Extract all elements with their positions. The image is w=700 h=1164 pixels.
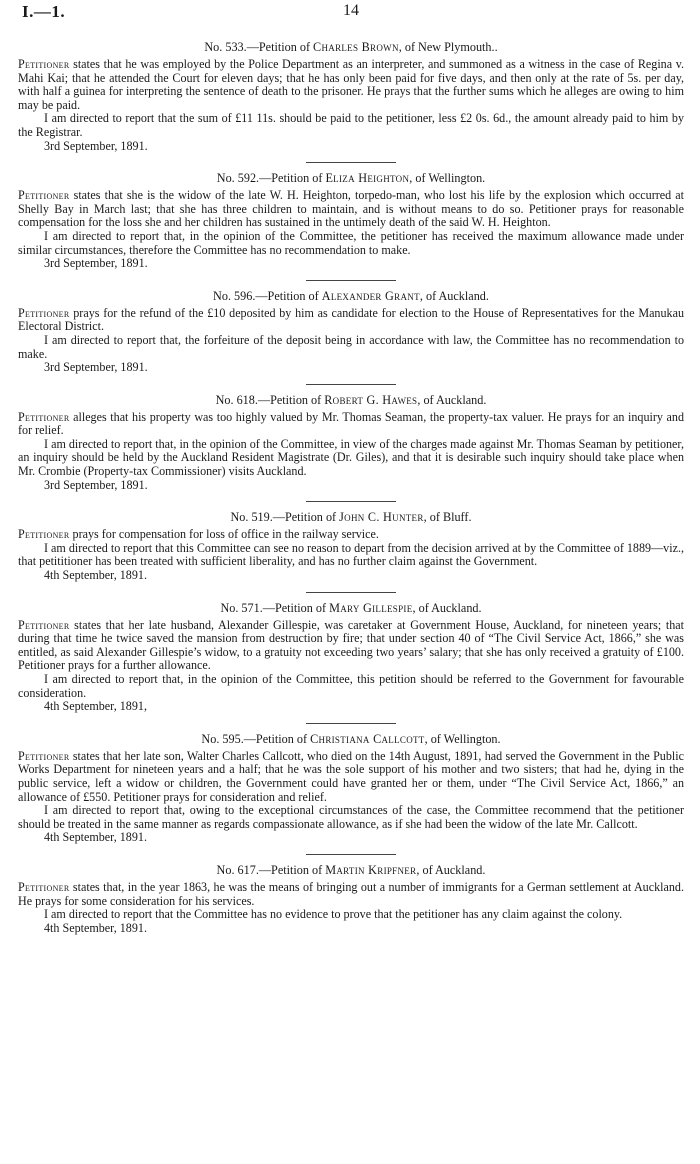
title-suffix: , of Auckland.	[412, 600, 482, 615]
statement-lead: Petitioner	[18, 305, 70, 320]
title-prefix: No. 592.—Petition of	[216, 171, 326, 186]
petition-title	[18, 510, 684, 525]
separator-rule	[306, 280, 396, 281]
title-suffix: , of Wellington.	[409, 171, 486, 186]
petition-519	[18, 510, 684, 592]
statement-text: alleges that his property was too highly valued by Mr. Thomas Seaman, the property-tax valuer. He prays for an inquiry and for relief.	[18, 409, 684, 438]
statement-lead: Petitioner	[18, 527, 70, 542]
page-header	[18, 0, 684, 40]
committee-report: I am directed to report that, in the opinion of the Committee, the petitioner has received the maximum allowance made under similar circumstances, therefore the Committee has no recommendation to make.	[18, 228, 684, 257]
committee-report: I am directed to report that, owing to the exceptional circumstances of the case, the Committee recommend that the petitioner should be treated in the same manner as regards compassionate allowance, as if she had been the widow of the late Mr. Callcott.	[18, 803, 684, 831]
committee-report: I am directed to report that, in the opinion of the Committee, this petition should be referred to the Government for favourable consideration.	[18, 672, 684, 700]
petition-list	[18, 40, 684, 935]
separator-rule	[306, 723, 396, 724]
petition-617	[18, 863, 684, 935]
separator-rule	[306, 854, 396, 855]
title-prefix: No. 596.—Petition of	[213, 288, 322, 303]
petition-title	[18, 601, 684, 616]
title-prefix: No. 595.—Petition of	[201, 731, 311, 746]
committee-report: I am directed to report that the sum of £11 11s. should be paid to the petitioner, less £2 0s. 6d., the amount already paid to him by the Registrar.	[18, 111, 684, 139]
petition-statement	[18, 528, 684, 542]
committee-report: I am directed to report that, in the opinion of the Committee, in view of the charges made against Mr. Thomas Seaman by petitioner, an inquiry should be held by the Auckland Resident Magistrate (Dr. Giles), and that it is desirable such inquiry should take place when Mr. Crombie (Property-tax Commissioner) visits Auckland.	[18, 436, 684, 479]
petition-statement	[18, 750, 684, 804]
report-date: 4th September, 1891.	[44, 920, 147, 935]
statement-text: states that her late son, Walter Charles Callcott, who died on the 14th August, 1891, had served the Government in the Public Works Department for nineteen years and a half; that he was the sole support of his mother and two sisters; that had he, dying in the public service, left a widow or children, the Government could have granted her or them, under “The Civil Service Act, 1866,” an allowance of £550. Petitioner prays for consideration and relief.	[18, 748, 684, 804]
petition-571	[18, 601, 684, 724]
petition-title	[18, 171, 684, 186]
petitioner-name: Charles Brown	[313, 40, 399, 54]
separator-rule	[306, 501, 396, 502]
report-date: 4th September, 1891.	[44, 568, 147, 583]
report-date: 4th September, 1891,	[44, 699, 147, 714]
petitioner-name: John C. Hunter	[339, 510, 424, 525]
petitioner-name: Robert G. Hawes	[324, 392, 418, 407]
title-prefix: No. 533.—Petition of	[204, 40, 314, 54]
separator-rule	[306, 592, 396, 593]
petition-title	[18, 863, 684, 878]
petitioner-name: Eliza Heighton	[325, 171, 410, 186]
statement-text: states that she is the widow of the late W. H. Heighton, torpedo-man, who lost his life by the explosion which occurred at Shelly Bay in March last; that she has three children to maintain, and is without means to do so. Petitioner prays for reasonable compensation for the loss she and her children has sustained in the untimely death of the said W. H. Heighton.	[18, 188, 684, 230]
title-suffix: , of Wellington.	[424, 731, 501, 746]
report-date: 4th September, 1891.	[44, 830, 147, 845]
petition-596	[18, 289, 684, 385]
petition-title	[18, 393, 684, 408]
statement-lead: Petitioner	[18, 57, 70, 71]
petition-statement	[18, 881, 684, 908]
title-prefix: No. 617.—Petition of	[216, 862, 326, 877]
petition-title	[18, 40, 684, 55]
petition-618	[18, 393, 684, 503]
report-date: 3rd September, 1891.	[44, 138, 148, 153]
committee-report: I am directed to report that the Committee has no evidence to prove that the petitioner has any claim against the colony.	[44, 907, 623, 922]
statement-lead: Petitioner	[18, 879, 70, 894]
petition-statement	[18, 307, 684, 334]
title-prefix: No. 571.—Petition of	[220, 600, 330, 615]
petitioner-name: Martin Kripfner	[325, 862, 417, 877]
title-prefix: No. 519.—Petition of	[230, 510, 340, 525]
separator-rule	[306, 384, 396, 385]
document-code: I.—1.	[22, 2, 66, 21]
petition-title	[18, 732, 684, 747]
petition-statement	[18, 58, 684, 112]
title-suffix: , of Auckland.	[416, 862, 486, 877]
title-suffix: , of Auckland.	[419, 288, 489, 303]
petition-title	[18, 289, 684, 304]
committee-report: I am directed to report that, the forfeiture of the deposit being in accordance with law, the Committee has no recommendation to make.	[18, 332, 684, 361]
statement-text: states that her late husband, Alexander Gillespie, was caretaker at Government House, Auckland, for nineteen years; that during that time he twice saved the mansion from destruction by fire; that under section 40 of “The Civil Service Act, 1866,” she was entitled, as said Alexander Gillespie’s widow, to a gratuity not exceeding two years’ salary; that she has only received a gratuity of £100. Petitioner prays for a further allowance.	[18, 617, 684, 673]
report-date: 3rd September, 1891.	[44, 256, 148, 271]
statement-lead: Petitioner	[18, 748, 70, 763]
petitioner-name: Christiana Callcott	[310, 731, 425, 746]
separator-rule	[306, 162, 396, 163]
report-date: 3rd September, 1891.	[44, 360, 148, 375]
title-prefix: No. 618.—Petition of	[215, 392, 325, 407]
petition-592	[18, 171, 684, 281]
petition-statement	[18, 619, 684, 673]
statement-lead: Petitioner	[18, 188, 70, 203]
page-number: 14	[343, 2, 359, 19]
report-date: 3rd September, 1891.	[44, 477, 148, 492]
statement-text: prays for compensation for loss of office in the railway service.	[69, 527, 379, 542]
statement-text: prays for the refund of the £10 deposited by him as candidate for election to the House of Representatives for the Manukau Electoral District.	[18, 305, 684, 334]
petition-533	[18, 40, 684, 163]
petitioner-name: Mary Gillespie	[329, 600, 413, 615]
title-suffix: , of New Plymouth..	[398, 40, 498, 54]
title-suffix: , of Auckland.	[417, 392, 487, 407]
title-suffix: , of Bluff.	[423, 510, 472, 525]
petition-statement	[18, 189, 684, 230]
statement-text: states that he was employed by the Police Department as an interpreter, and summoned as a witness in the case of Regina v. Mahi Kai; that he attended the Court for eleven days; that he has only been paid for five days, and then only at the rate of 5s. per day, with half a guinea for interpreting the sentence of death to the prisoner. He prays that the further sums which he alleges are owing to him may be paid.	[18, 57, 684, 112]
statement-lead: Petitioner	[18, 409, 70, 424]
committee-report: I am directed to report that this Committee can see no reason to depart from the decision arrived at by the Committee of 1889—viz., that petititioner has been treated with sufficient liberality, and has no further claim against the Government.	[18, 540, 684, 569]
statement-text: states that, in the year 1863, he was the means of bringing out a number of immigrants for a German settlement at Auckland. He prays for some consideration for his services.	[18, 879, 684, 908]
petitioner-name: Alexander Grant	[321, 288, 420, 303]
statement-lead: Petitioner	[18, 617, 70, 632]
petition-595	[18, 732, 684, 855]
petition-statement	[18, 411, 684, 438]
